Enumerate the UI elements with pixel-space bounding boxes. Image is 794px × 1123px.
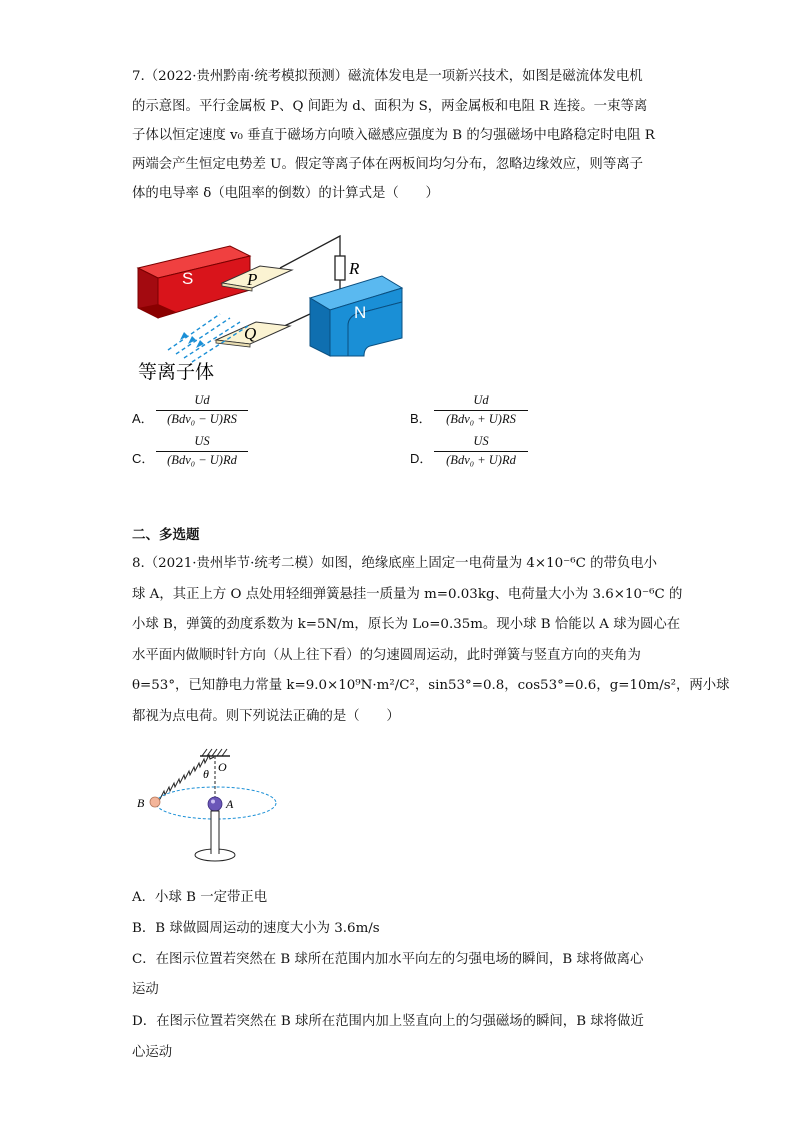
option-d-fraction	[434, 434, 528, 468]
option-d-denominator: (Bdv₀ + U)Rd	[446, 453, 516, 467]
plasma-arrowheads	[180, 332, 204, 348]
q8-option-b[interactable]: B．B 球做圆周运动的速度大小为 3.6m/s	[132, 921, 380, 936]
q7-line-5: 体的电导率 δ（电阻率的倒数）的计算式是（ ）	[132, 186, 439, 201]
q8-line-3: 小球 B，弹簧的劲度系数为 k=5N/m，原长为 Lo=0.35m。现小球 B 恰能以 A 球为圆心在	[132, 617, 681, 632]
option-b-denominator: (Bdv₀ + U)RS	[446, 412, 516, 426]
resistor-symbol	[335, 256, 345, 280]
ball-b	[150, 797, 160, 807]
q7-line-1: 7.（2022·贵州黔南·统考模拟预测）磁流体发电是一项新兴技术，如图是磁流体发电机	[132, 69, 643, 84]
q8-line-6: 都视为点电荷。则下列说法正确的是（ ）	[132, 709, 400, 724]
spring-charge-figure	[130, 742, 290, 872]
ball-a-label: A	[226, 797, 234, 811]
q8-option-a[interactable]: A．小球 B 一定带正电	[132, 890, 268, 905]
ball-b-label: B	[137, 796, 145, 810]
mhd-generator-figure	[120, 228, 420, 388]
option-d-letter: D．	[410, 451, 433, 466]
option-b-letter: B．	[410, 411, 432, 426]
q8-option-c[interactable]: C．在图示位置若突然在 B 球所在范围内加水平向左的匀强电场的瞬间，B 球将做离心	[132, 952, 644, 967]
angle-theta-label: θ	[203, 767, 209, 781]
option-c-denominator: (Bdv₀ − U)Rd	[167, 453, 237, 467]
point-o-label: O	[218, 760, 227, 774]
magnet-n-label: N	[354, 303, 367, 322]
q8-option-d[interactable]: D．在图示位置若突然在 B 球所在范围内加上竖直向上的匀强磁场的瞬间，B 球将做近	[132, 1014, 644, 1029]
plasma-label: 等离子体	[138, 361, 215, 383]
q8-line-1: 8.（2021·贵州毕节·统考二模）如图，绝缘底座上固定一电荷量为 4×10⁻⁶C 的带负电小	[132, 556, 658, 571]
q7-line-4: 两端会产生恒定电势差 U。假定等离子体在两板间均匀分布，忽略边缘效应，则等离子	[132, 157, 643, 172]
option-c-fraction	[156, 434, 248, 468]
option-b-numerator: Ud	[473, 393, 489, 407]
option-d-numerator: US	[473, 434, 489, 448]
plate-p-label: P	[247, 270, 258, 289]
option-a-denominator: (Bdv₀ − U)RS	[167, 412, 237, 426]
insulating-stand	[211, 811, 219, 853]
magnet-s-label: S	[182, 269, 194, 288]
q7-line-2: 的示意图。平行金属板 P、Q 间距为 d、面积为 S，两金属板和电阻 R 连接。一束等离	[132, 99, 648, 114]
q8-option-c-continued: 运动	[132, 982, 159, 997]
option-c-numerator: US	[194, 434, 210, 448]
ball-a	[208, 797, 222, 811]
option-c-letter: C．	[132, 451, 155, 466]
plate-q-label: Q	[244, 324, 257, 343]
option-b-fraction	[434, 393, 528, 427]
q7-line-3: 子体以恒定速度 v₀ 垂直于磁场方向喷入磁感应强度为 B 的匀强磁场中电路稳定时电阻 R	[132, 128, 655, 143]
option-a-numerator: Ud	[194, 393, 210, 407]
q8-option-d-continued: 心运动	[132, 1045, 173, 1060]
option-a-fraction	[156, 393, 248, 427]
resistor-label: R	[349, 259, 360, 278]
option-a-letter: A．	[132, 411, 154, 426]
section-title: 二、多选题	[132, 527, 200, 542]
q8-line-5: θ=53°，已知静电力常量 k=9.0×10⁹N·m²/C²，sin53°=0.8，cos53°=0.6，g=10m/s²，两小球	[132, 678, 730, 693]
q8-line-4: 水平面内做顺时针方向（从上往下看）的匀速圆周运动，此时弹簧与竖直方向的夹角为	[132, 648, 641, 663]
q8-line-2: 球 A，其正上方 O 点处用轻细弹簧悬挂一质量为 m=0.03kg、电荷量大小为 3.6×10⁻⁶C 的	[132, 587, 683, 602]
